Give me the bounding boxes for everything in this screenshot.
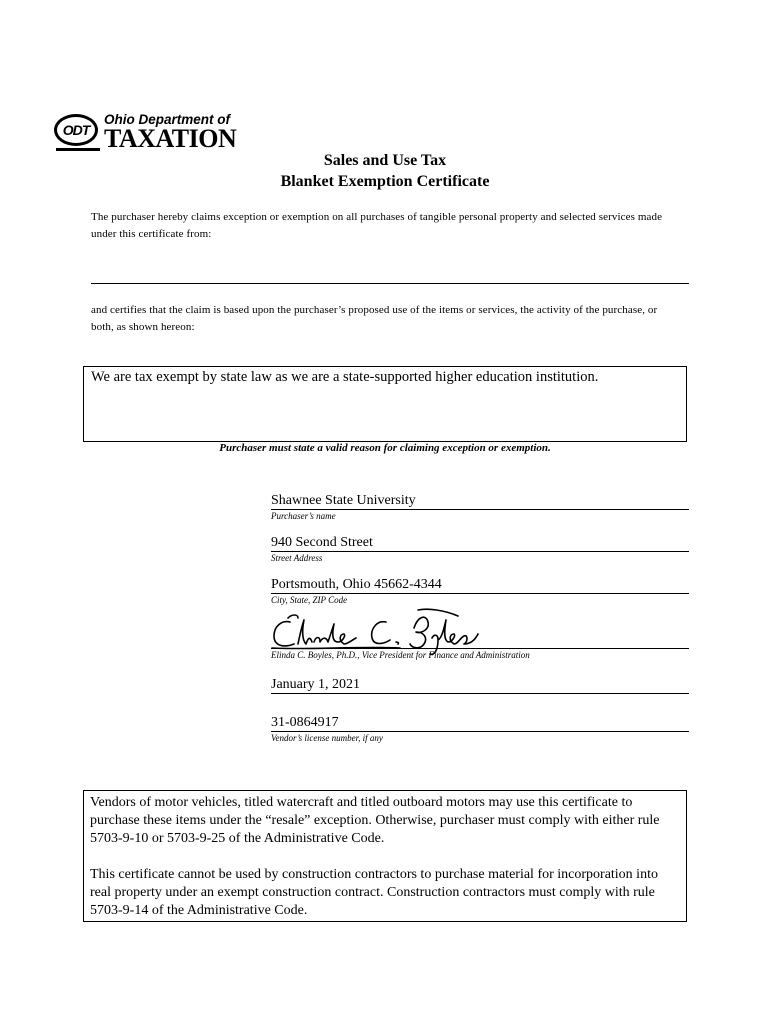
signature-label: Elinda C. Boyles, Ph.D., Vice President for Finance and Administration bbox=[271, 650, 530, 660]
license-field[interactable] bbox=[271, 714, 689, 745]
city-state-zip-label: City, State, ZIP Code bbox=[271, 595, 348, 605]
street-address-field[interactable] bbox=[271, 534, 689, 565]
date-value: January 1, 2021 bbox=[271, 677, 361, 692]
street-address-value: 940 Second Street bbox=[271, 535, 373, 550]
odt-oval-icon: ODT bbox=[54, 114, 98, 146]
vendor-notice-paragraph-1: Vendors of motor vehicles, titled watercraft and titled outboard motors may use this certificate to purchase these items under the “resale” exception. Otherwise, purchaser must comply with either rule 5703-9-10 or 5703-9-25 of the Administrative Code. bbox=[90, 795, 660, 846]
license-value: 31-0864917 bbox=[271, 715, 339, 730]
vendor-name-field[interactable] bbox=[91, 266, 689, 283]
form-title: Sales and Use Tax bbox=[323, 152, 447, 169]
purchaser-name-field[interactable] bbox=[271, 492, 689, 523]
signature-field[interactable] bbox=[271, 648, 689, 662]
certifies-text: and certifies that the claim is based upon the purchaser’s proposed use of the items or services, the activity of the purchase, or both, as shown hereon: bbox=[91, 304, 658, 333]
intro-text: The purchaser hereby claims exception or exemption on all purchases of tangible personal property and selected services made under this certificate from: bbox=[91, 211, 663, 240]
vendor-name-line bbox=[91, 283, 689, 284]
logo-name: TAXATION bbox=[104, 124, 237, 153]
vendor-notice-paragraph-2: This certificate cannot be used by construction contractors to purchase material for incorporation into real property under an exempt construction contract. Construction contractors must comply with rule 5703-9-14 of the Administrative Code. bbox=[90, 867, 658, 918]
date-line bbox=[271, 693, 689, 694]
logo-department: Ohio Department of bbox=[104, 112, 231, 127]
city-state-zip-field[interactable] bbox=[271, 576, 689, 607]
reason-note: Purchaser must state a valid reason for claiming exception or exemption. bbox=[219, 442, 551, 454]
street-address-label: Street Address bbox=[271, 553, 323, 563]
date-field[interactable] bbox=[271, 676, 689, 694]
purchaser-name-value: Shawnee State University bbox=[271, 493, 416, 508]
form-subtitle: Blanket Exemption Certificate bbox=[280, 173, 490, 190]
reason-value: We are tax exempt by state law as we are a state-supported higher education institution. bbox=[91, 369, 599, 385]
license-label: Vendor’s license number, if any bbox=[271, 733, 383, 743]
purchaser-name-label: Purchaser’s name bbox=[271, 511, 336, 521]
logo-bar bbox=[56, 148, 100, 151]
city-state-zip-value: Portsmouth, Ohio 45662-4344 bbox=[271, 577, 442, 592]
